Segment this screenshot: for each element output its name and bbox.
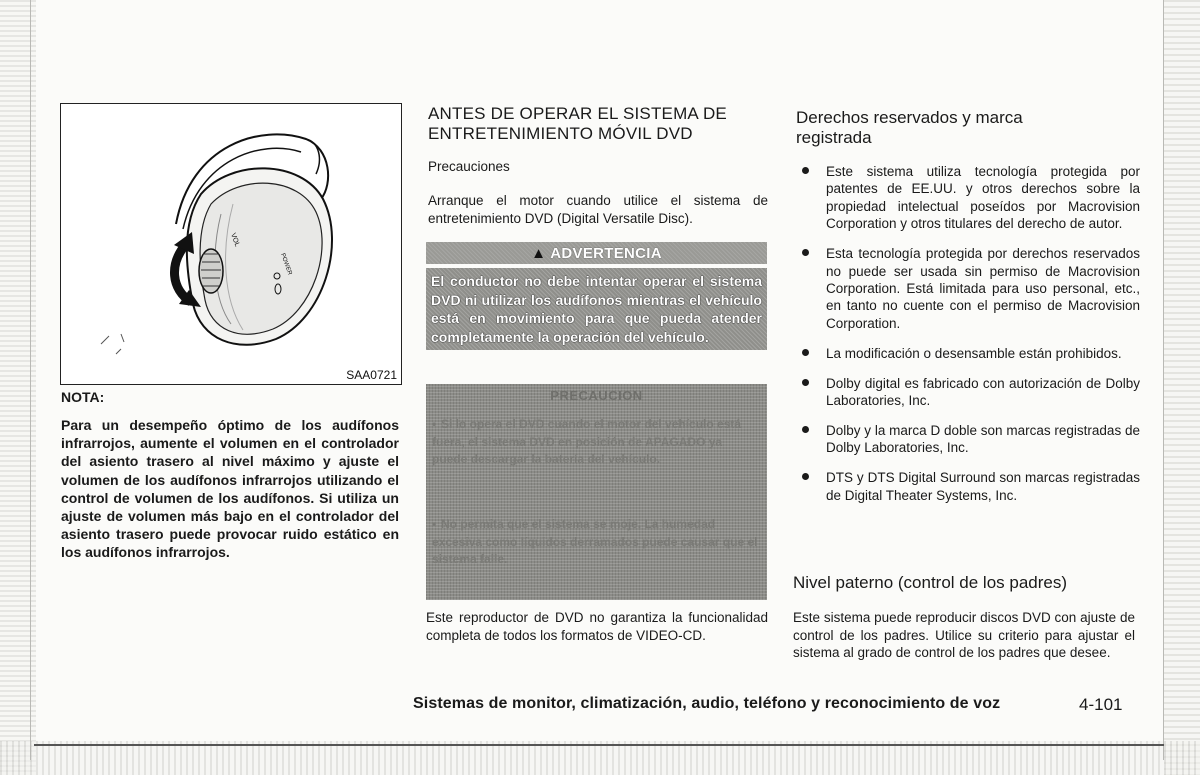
bullet-dot-icon <box>802 426 809 433</box>
section-dvd-heading: ANTES DE OPERAR EL SISTEMA DE ENTRETENIMIENTO MÓVIL DVD <box>428 104 727 143</box>
section-dvd-closing: Este reproductor de DVD no garantiza la funcionalidad completa de todos los formatos de VIDEO-CD. <box>426 610 768 643</box>
warning-triangle-icon: ▲ <box>531 244 547 262</box>
bullet-dot-icon <box>802 249 809 256</box>
caution-item: • Si lo opera el DVD cuando el motor del vehículo está fuera, el sistema DVD en posición de APAGADO ya puede descargar la batería del vehículo. <box>432 417 742 467</box>
bullet-dot-icon <box>802 167 809 174</box>
headphones-figure <box>60 103 402 385</box>
warning-header <box>426 242 767 264</box>
vol-label: VOL <box>229 232 241 248</box>
warning-title: ADVERTENCIA <box>550 244 662 262</box>
caution-box <box>426 384 767 600</box>
scan-border-right <box>1164 0 1200 775</box>
page-edge-right <box>1163 0 1164 760</box>
bullet-dot-icon: • <box>432 517 437 531</box>
list-item: La modificación o desensamble están prohibidos. <box>800 345 1140 362</box>
page-number: 4-101 <box>1079 695 1123 714</box>
list-item: Este sistema utiliza tecnología protegida por patentes de EE.UU. y otros derechos sobre la propiedad intelectual poseídos por Macrovision Corporation y otros titulares del derecho de autor. <box>800 163 1140 233</box>
caution-item: • No permita que el sistema se moje. La humedad excesiva como líquidos derramados puede causar que el sistema falle. <box>432 517 758 567</box>
caution-header: PRECAUCION <box>550 387 643 403</box>
warning-body: El conductor no debe intentar operar el sistema DVD ni utilizar los audífonos mientras el vehículo está en movimiento para que pueda atender completamente la operación del vehículo. <box>426 268 767 350</box>
bullet-dot-icon <box>802 473 809 480</box>
list-item: Dolby digital es fabricado con autorización de Dolby Laboratories, Inc. <box>800 375 1140 410</box>
footer-rule <box>34 744 1164 746</box>
nota-title: NOTA: <box>61 389 105 405</box>
wireless-headphones-volume-illustration-icon <box>61 104 401 384</box>
footer-title: Sistemas de monitor, climatización, audio, teléfono y reconocimiento de voz <box>413 695 1001 712</box>
section-rights-heading: Derechos reservados y marca registrada <box>796 108 1023 147</box>
figure-code: SAA0721 <box>346 368 397 382</box>
bullet-dot-icon: • <box>432 417 437 431</box>
section-parental-heading: Nivel paterno (control de los padres) <box>793 573 1068 592</box>
bullet-dot-icon <box>802 349 809 356</box>
rights-bullet-list <box>800 163 1140 517</box>
list-item: Esta tecnología protegida por derechos reservados no puede ser usada sin permiso de Macrovision Corporation. Está limitada para uso personal, etc., en tanto no cuente con el permiso de Macrovision Corporation. <box>800 245 1140 332</box>
section-dvd-intro: Arranque el motor cuando utilice el sistema de entretenimiento DVD (Digital Versatile Disc). <box>428 193 768 226</box>
list-item: DTS y DTS Digital Surround son marcas registradas de Digital Theater Systems, Inc. <box>800 469 1140 504</box>
nota-body: Para un desempeño óptimo de los audífonos infrarrojos, aumente el volumen en el controlador del asiento trasero al nivel máximo y ajuste el volumen de los audífonos infrarrojos utilizando el control de volumen de los audífonos. Si utiliza un ajuste de volumen más bajo en el controlador del asiento trasero puede provocar ruido estático en los audífonos infrarrojos. <box>61 417 399 561</box>
scan-border-bottom <box>0 741 1200 775</box>
power-label: POWER <box>279 252 293 276</box>
page-edge-left <box>30 0 31 760</box>
list-item: Dolby y la marca D doble son marcas registradas de Dolby Laboratories, Inc. <box>800 422 1140 457</box>
warning-box <box>426 242 767 350</box>
section-parental-paragraph: Este sistema puede reproducir discos DVD con ajuste de control de los padres. Utilice su criterio para ajustar el sistema al grado de control de los padres que desee. <box>793 610 1135 660</box>
section-dvd-subheading: Precauciones <box>428 159 510 174</box>
bullet-dot-icon <box>802 379 809 386</box>
